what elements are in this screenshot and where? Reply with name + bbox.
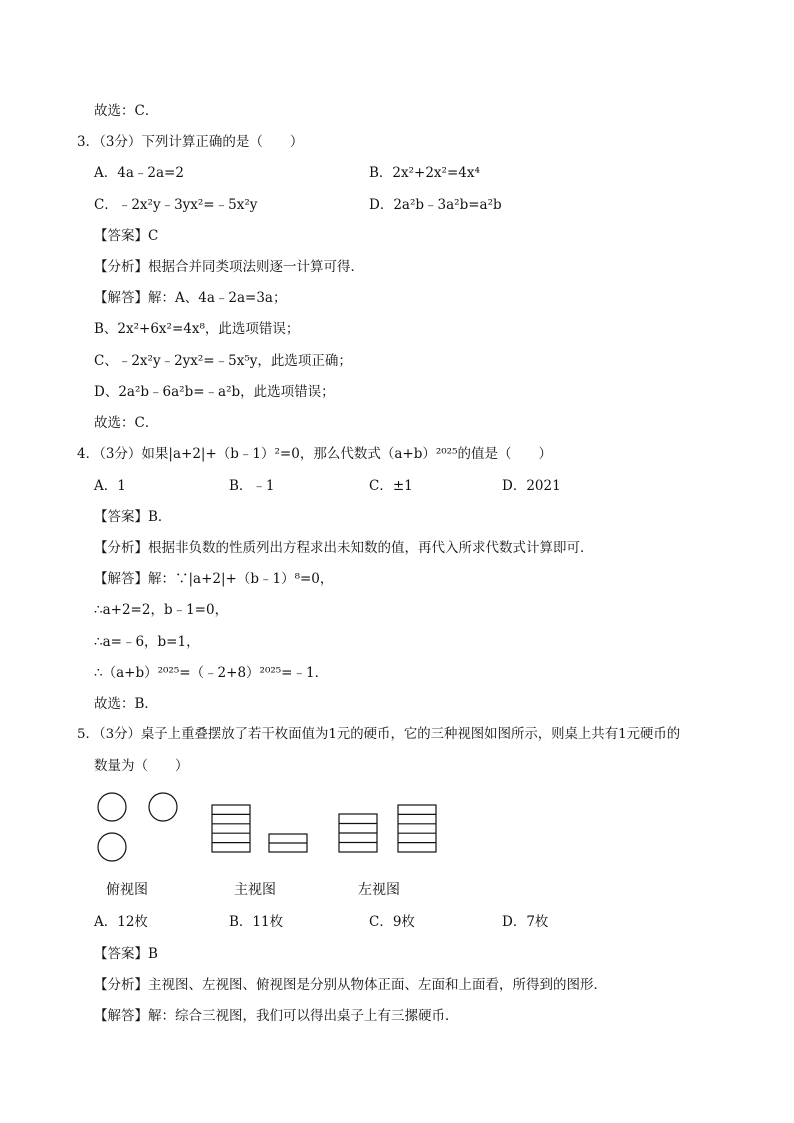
q4-solution-line: ∴a+2=2，b﹣1=0， [94,602,229,618]
q5-option-d: D．7枚 [502,914,549,930]
q3-solution-line: 【解答】解：A、4a﹣2a=3a； [94,290,287,306]
q4-solution-line: ∴（a+b）²⁰²⁵=（﹣2+8）²⁰²⁵=﹣1． [94,665,329,681]
question-5-stem: 5．（3分）桌子上重叠摆放了若干枚面值为1元的硬币，它的三种视图如图所示，则桌上共有1元硬币的 [77,727,681,742]
q3-selection: 故选：C． [94,415,159,431]
q3-solution-line: B、2x²+6x²=4x⁸，此选项错误； [94,321,300,337]
question-5-stem-cont: 数量为（ ） [94,758,189,774]
figure-label-front-view: 主视图 [234,882,276,898]
q3-analysis: 【分析】根据合并同类项法则逐一计算可得． [94,259,364,275]
q5-analysis: 【分析】主视图、左视图、俯视图是分别从物体正面、左面和上面看，所得到的图形． [94,977,607,993]
figure-label-left-view: 左视图 [358,882,400,898]
q4-solution-line: ∴a=﹣6，b=1， [94,634,200,650]
left-view-stack-tall [398,805,436,852]
q4-analysis: 【分析】根据非负数的性质列出方程求出未知数的值，再代入所求代数式计算即可． [94,540,594,556]
left-view-stack-short [339,814,377,852]
q4-option-c: C．±1 [369,478,413,494]
q5-option-a: A．12枚 [94,914,148,930]
q4-option-b: B．﹣1 [229,478,275,494]
q3-solution-line: D、2a²b﹣6a²b=﹣a²b，此选项错误； [94,384,335,400]
q4-answer: 【答案】B． [94,509,172,525]
q3-option-b: B．2x²+2x²=4x⁴ [369,165,480,181]
q5-solution-line: 【解答】解：综合三视图，我们可以得出桌子上有三摞硬币． [94,1008,459,1024]
coin-circle [149,793,177,821]
q3-option-a: A．4a﹣2a=2 [94,165,184,181]
coin-circle [98,793,126,821]
q4-option-d: D．2021 [502,478,561,494]
q3-option-d: D．2a²b﹣3a²b=a²b [369,197,502,213]
figure-label-top-view: 俯视图 [106,882,148,898]
q4-option-a: A．1 [94,478,126,494]
question-4-stem: 4．（3分）如果|a+2|+（b﹣1）²=0，那么代数式（a+b）²⁰²⁵的值是（ ） [77,446,552,462]
q3-answer: 【答案】C [94,228,159,244]
text-line: 故选：C． [94,103,159,119]
q5-answer: 【答案】B [94,946,158,962]
q5-option-c: C．9枚 [369,914,415,930]
front-view-stack-short [269,834,307,852]
q3-option-c: C．﹣2x²y﹣3yx²=﹣5x²y [94,197,258,213]
q4-solution-line: 【解答】解：∵|a+2|+（b﹣1）⁸=0， [94,571,334,587]
q4-selection: 故选：B． [94,696,158,712]
front-view-stack-tall [212,805,250,852]
q5-option-b: B．11枚 [229,914,284,930]
question-3-stem: 3．（3分）下列计算正确的是（ ） [77,134,304,150]
q3-solution-line: C、﹣2x²y﹣2yx²=﹣5x⁵y，此选项正确； [94,353,352,369]
coin-circle [98,833,126,861]
